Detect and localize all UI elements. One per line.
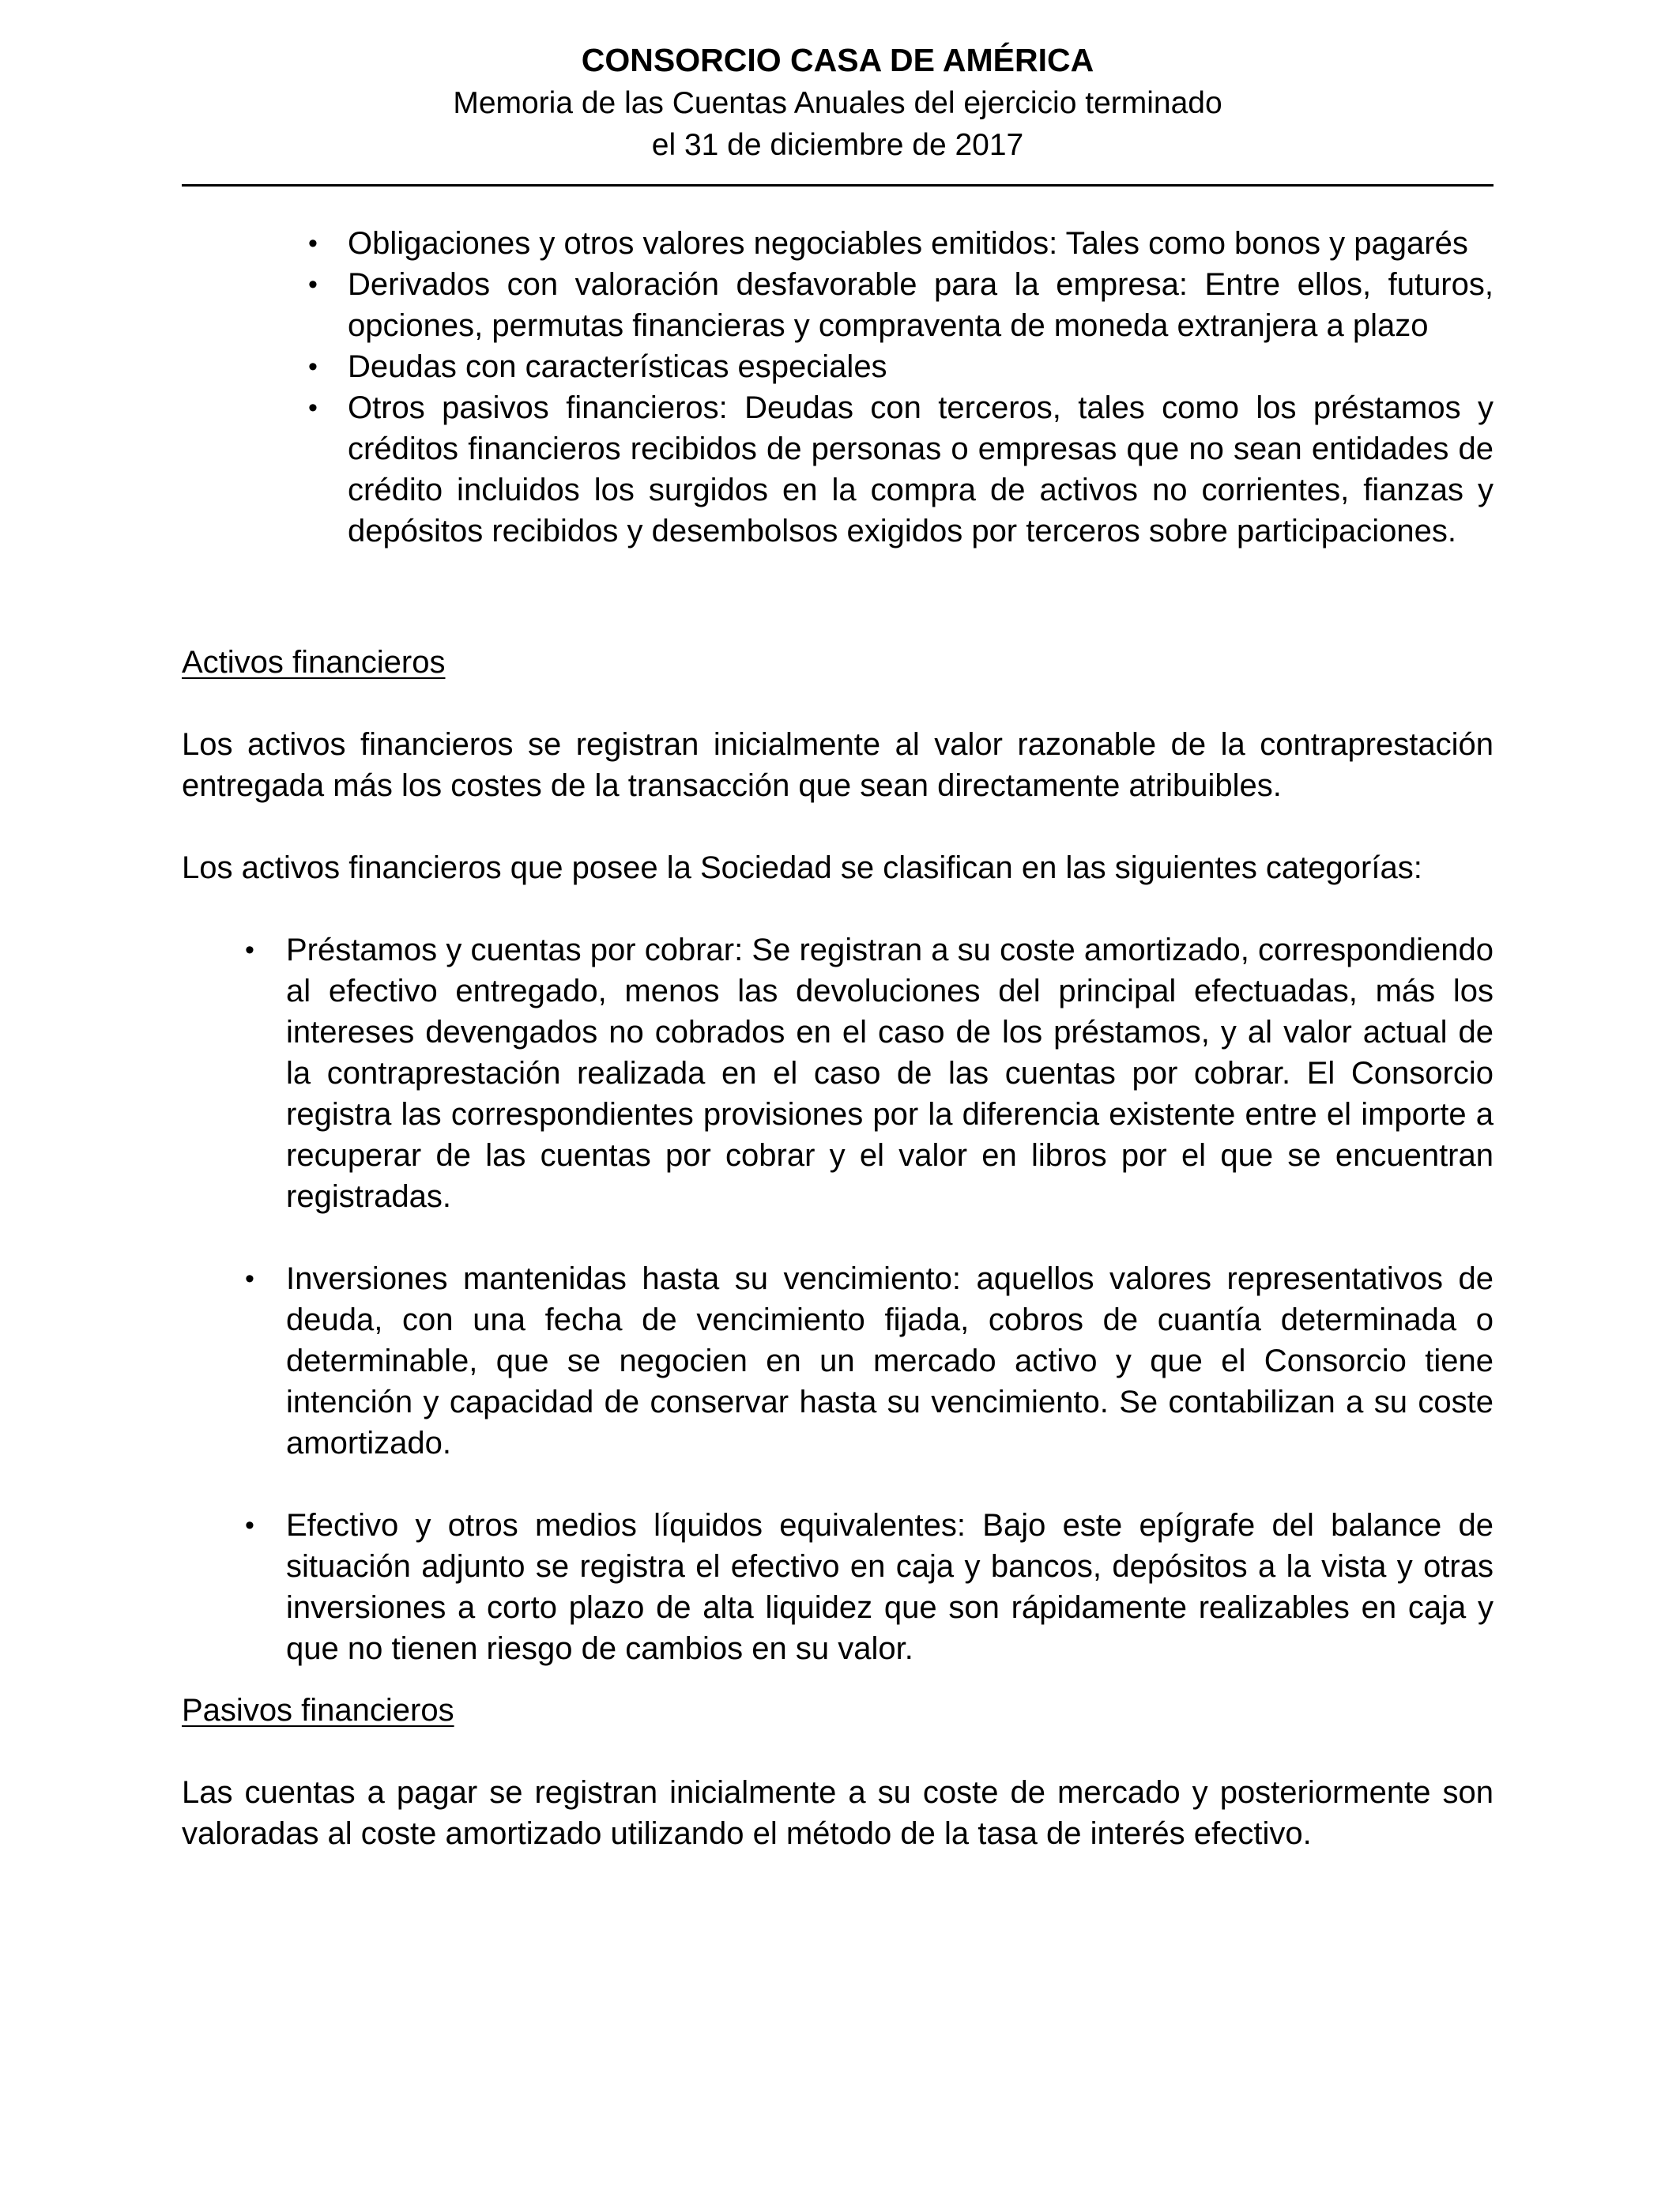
activos-paragraph-2: Los activos financieros que posee la Sociedad se clasifican en las siguientes categorías: [182,850,1422,885]
list-item-text: Préstamos y cuentas por cobrar: Se registran a su coste amortizado, correspondiendo al efectivo entregado, menos las devoluciones del principal efectuadas, más los intereses devengados no cobrados en el caso de los préstamos, y al valor actual de la contraprestación realizada en el caso de las cuentas por cobrar. El Consorcio registra las correspondientes provisiones por la diferencia existente entre el importe a recuperar de las cuentas por cobrar y el valor en libros por el que se encuentran registradas. [286,933,1494,1214]
bullet-icon: • [308,270,318,300]
pasivos-paragraph-1: Las cuentas a pagar se registran inicialmente a su coste de mercado y posteriormente son valoradas al coste amortizado utilizando el método de la tasa de interés efectivo. [182,1775,1494,1851]
list-item-text: Inversiones mantenidas hasta su vencimiento: aquellos valores representativos de deuda, con una fecha de vencimiento fijada, cobros de cuantía determinada o determinable, que se negocien en un mercado activo y que el Consorcio tiene intención y capacidad de conservar hasta su vencimiento. Se contabilizan a su coste amortizado. [286,1261,1494,1461]
organization-title: CONSORCIO CASA DE AMÉRICA [581,42,1094,78]
list-item-text: Efectivo y otros medios líquidos equivalentes: Bajo este epígrafe del balance de situación adjunto se registra el efectivo en caja y bancos, depósitos a la vista y otras inversiones a corto plazo de alta liquidez que son rápidamente realizables en caja y que no tienen riesgo de cambios en su valor. [286,1508,1494,1666]
document-subtitle-line1: Memoria de las Cuentas Anuales del ejercicio terminado [453,86,1222,120]
bullet-icon: • [308,228,318,258]
bullet-icon: • [245,1264,254,1294]
list-item-text: Otros pasivos financieros: Deudas con terceros, tales como los préstamos y créditos financieros recibidos de personas o empresas que no sean entidades de crédito incluidos los surgidos en la compra de activos no corrientes, fianzas y depósitos recibidos y desembolsos exigidos por terceros sobre participaciones. [348,390,1494,548]
section-heading-pasivos: Pasivos financieros [182,1693,454,1728]
list-item-text: Obligaciones y otros valores negociables emitidos: Tales como bonos y pagarés [348,226,1468,261]
bullet-icon: • [245,1510,254,1540]
list-item [182,346,1494,387]
list-item [182,1258,1494,1464]
section-heading-activos: Activos financieros [182,645,446,680]
list-item [182,387,1494,552]
liabilities-categories-list [182,223,1494,552]
header-divider [182,184,1494,187]
list-item [182,929,1494,1217]
bullet-icon: • [308,352,318,382]
activos-paragraph-1: Los activos financieros se registran inicialmente al valor razonable de la contraprestación entregada más los costes de la transacción que sean directamente atribuibles. [182,727,1494,803]
list-item [182,1505,1494,1669]
list-item [182,264,1494,346]
assets-categories-list [182,929,1494,1669]
list-item-text: Deudas con características especiales [348,349,887,384]
list-item-text: Derivados con valoración desfavorable para la empresa: Entre ellos, futuros, opciones, permutas financieras y compraventa de moneda extranjera a plazo [348,267,1494,343]
list-item [182,223,1494,264]
page-header [182,38,1494,166]
bullet-icon: • [245,935,254,965]
document-body [182,223,1494,1854]
bullet-icon: • [308,393,318,423]
document-subtitle-line2: el 31 de diciembre de 2017 [651,128,1024,162]
